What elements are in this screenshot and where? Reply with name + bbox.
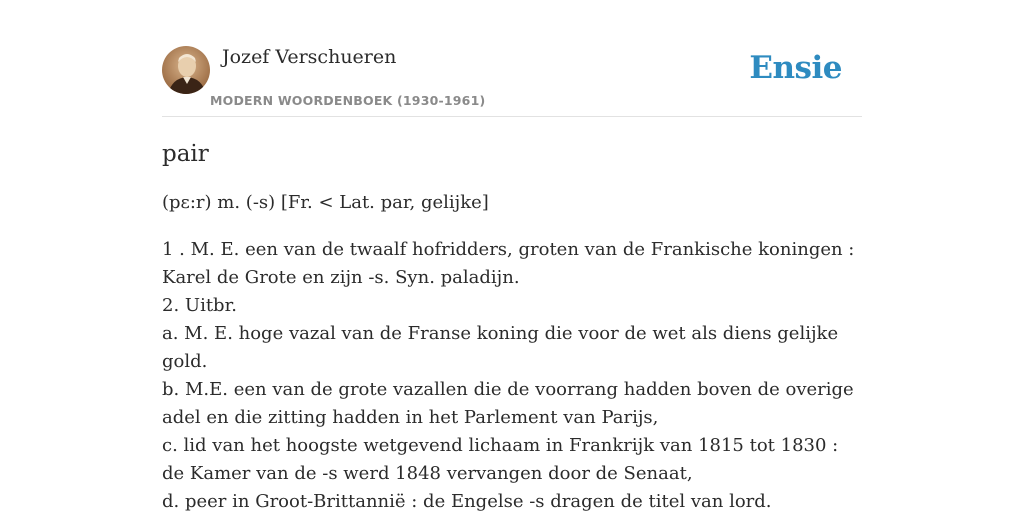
author-portrait-icon bbox=[162, 46, 210, 94]
entry-headword: pair bbox=[162, 141, 209, 167]
definition-line: b. M.E. een van de grote vazallen die de voorrang hadden boven de overige adel en die zitting hadden in het Parlement van Parijs, bbox=[162, 379, 854, 428]
author-name[interactable]: Jozef Verschueren bbox=[222, 46, 397, 68]
header bbox=[162, 44, 862, 117]
definition-line: 2. Uitbr. bbox=[162, 295, 237, 316]
definition-line: a. M. E. hoge vazal van de Franse koning die voor de wet als diens gelijke gold. bbox=[162, 323, 839, 372]
definition-line: d. peer in Groot-Brittannië : de Engelse -s dragen de titel van lord. bbox=[162, 491, 772, 512]
brand-logo[interactable]: Ensie bbox=[749, 50, 842, 86]
entry-pronunciation: (pɛ:r) m. (-s) [Fr. < Lat. par, gelijke] bbox=[162, 192, 489, 213]
definition-line: 1 . M. E. een van de twaalf hofridders, groten van de Frankische koningen : Karel de Grote en zijn -s. Syn. paladijn. bbox=[162, 239, 855, 288]
entry-content bbox=[162, 138, 862, 512]
definition-line: c. lid van het hoogste wetgevend lichaam in Frankrijk van 1815 tot 1830 : de Kamer van de -s werd 1848 vervangen door de Senaat, bbox=[162, 435, 839, 484]
author-avatar[interactable] bbox=[162, 46, 210, 94]
source-dictionary[interactable]: MODERN WOORDENBOEK (1930-1961) bbox=[210, 93, 486, 108]
entry-definition bbox=[162, 236, 862, 512]
